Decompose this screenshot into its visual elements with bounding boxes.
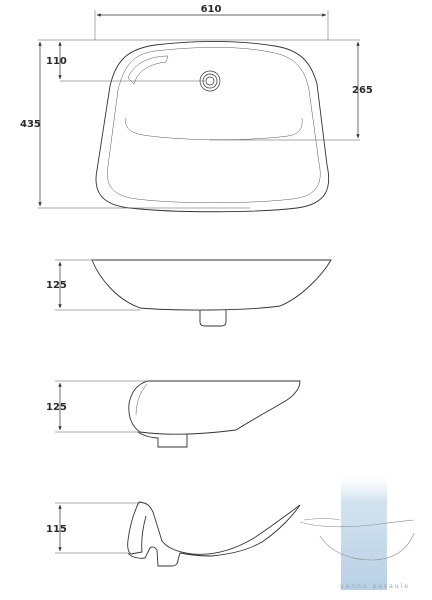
front-waste-outlet <box>200 310 226 326</box>
drain-inner <box>206 77 214 85</box>
section-left-wall <box>128 502 146 554</box>
basin-outer-outline <box>96 41 329 211</box>
bowl-depth-label: 265 <box>352 85 373 96</box>
section-basin-outer <box>139 502 300 554</box>
top-view <box>20 4 373 212</box>
side-basin-body <box>129 381 300 434</box>
logo-water-column <box>341 470 387 590</box>
front-basin-body <box>92 260 331 310</box>
front-height-label: 125 <box>46 280 67 291</box>
logo-text: vannu pasaule <box>340 583 410 590</box>
logo-basin-rim <box>304 519 340 521</box>
drain-mid <box>203 74 217 88</box>
front-view <box>46 260 331 326</box>
section-height-label: 115 <box>46 524 67 535</box>
width-label: 610 <box>200 4 222 15</box>
basin-inner-bowl <box>107 47 320 202</box>
section-basin-inner <box>212 505 300 556</box>
side-view <box>46 381 300 447</box>
section-view <box>46 502 300 566</box>
basin-bowl-highlight <box>128 56 168 84</box>
side-basin-rim <box>136 384 147 415</box>
side-height-label: 125 <box>46 402 67 413</box>
vannu-pasaule-logo-icon <box>300 470 414 590</box>
section-waste-outlet <box>128 547 212 566</box>
drain-offset-label: 110 <box>46 56 67 67</box>
depth-label: 435 <box>20 119 41 130</box>
basin-bowl-floor <box>126 118 303 140</box>
